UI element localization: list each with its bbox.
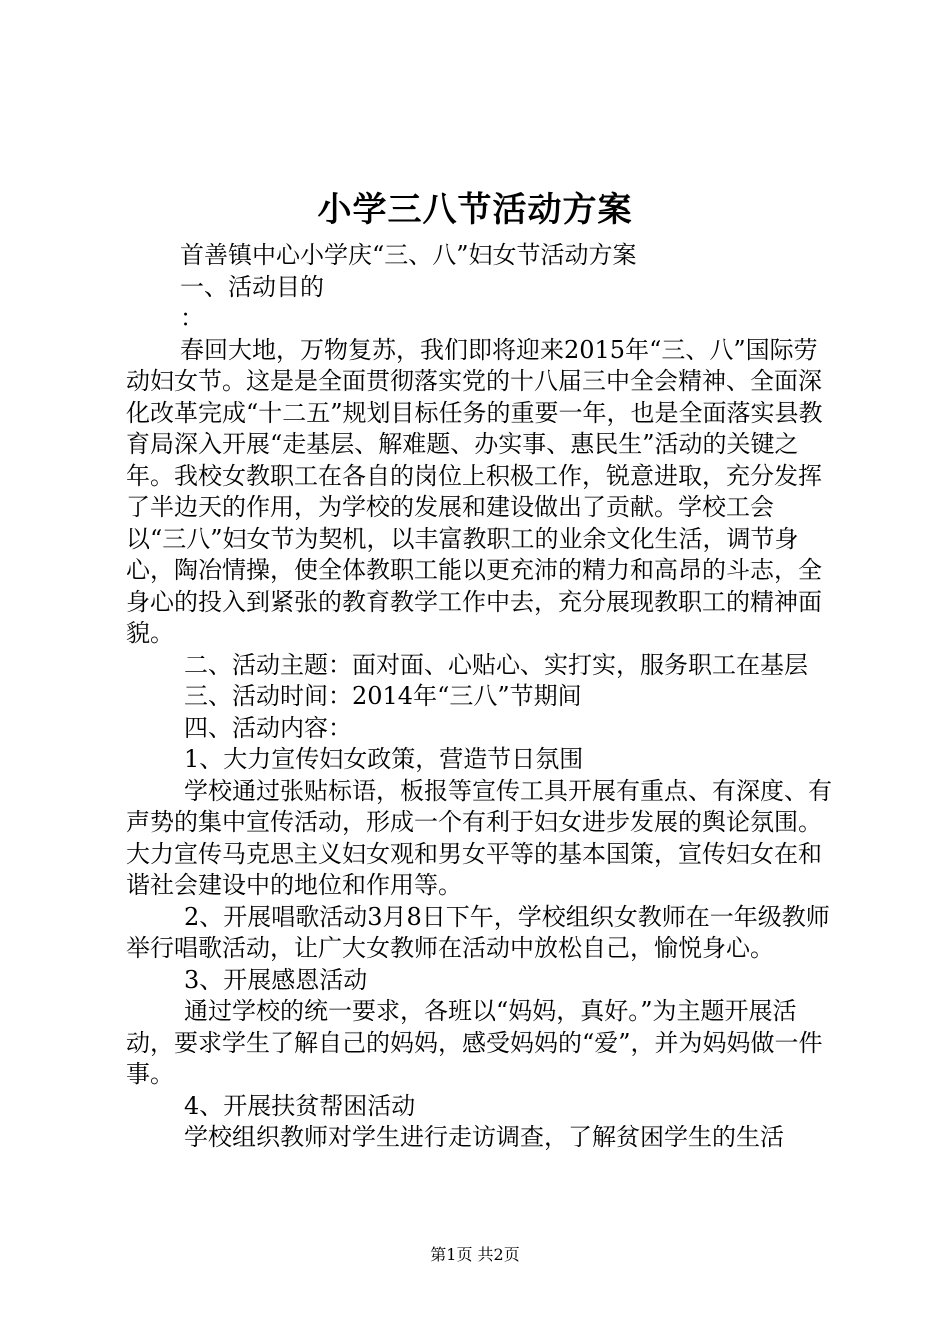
heading-time: 三、活动时间：2014年“三八”节期间 (184, 682, 582, 710)
paragraph-subtitle: 首善镇中心小学庆“三、八”妇女节活动方案 (180, 241, 637, 269)
item-2-body: 2、开展唱歌活动3月8日下午，学校组织女教师在一年级教师举行唱歌活动，让广大女教师在活动中放松自己，愉悦身心。 (126, 902, 830, 962)
item-4-body: 学校组织教师对学生进行走访调查，了解贫困学生的生活 (184, 1123, 784, 1151)
heading-content: 四、活动内容： (184, 713, 352, 742)
item-3-heading: 3、开展感恩活动 (184, 965, 368, 994)
document-body (126, 240, 832, 1154)
heading-theme: 二、活动主题：面对面、心贴心、实打实，服务职工在基层 (184, 650, 808, 679)
item-1-body: 学校通过张贴标语，板报等宣传工具开展有重点、有深度、有声势的集中宣传活动，形成一个有利于妇女进步发展的舆论氛围。大力宣传马克思主义妇女观和男女平等的基本国策，宣传妇女在和谐社会建设中的地位和作用等。 (126, 776, 832, 899)
page-footer: 第1页 共2页 (430, 1245, 520, 1264)
item-3-body: 通过学校的统一要求，各班以“妈妈，真好。”为主题开展活动，要求学生了解自己的妈妈，感受妈妈的“爱”，并为妈妈做一件事。 (126, 997, 823, 1088)
item-4-heading: 4、开展扶贫帮困活动 (184, 1091, 416, 1120)
item-1-heading: 1、大力宣传妇女政策，营造节日氛围 (184, 745, 584, 773)
paragraph-purpose-body: 春回大地，万物复苏，我们即将迎来2015年“三、八”国际劳动妇女节。这是是全面贯彻落实党的十八届三中全会精神、全面深化改革完成“十二五”规划目标任务的重要一年，也是全面落实县教育局深入开展“走基层、解难题、办实事、惠民生”活动的关键之年。我校女教职工在各自的岗位上积极工作，锐意进取，充分发挥了半边天的作用，为学校的发展和建设做出了贡献。学校工会以“三八”妇女节为契机，以丰富教职工的业余文化生活，调节身心，陶冶情操，使全体教职工能以更充沛的精力和高昂的斗志，全身心的投入到紧张的教育教学工作中去，充分展现教职工的精神面貌。 (126, 335, 823, 647)
page-title: 小学三八节活动方案 (317, 190, 633, 230)
heading-purpose: 一、活动目的 (180, 272, 324, 301)
paragraph-colon: ： (180, 304, 204, 332)
